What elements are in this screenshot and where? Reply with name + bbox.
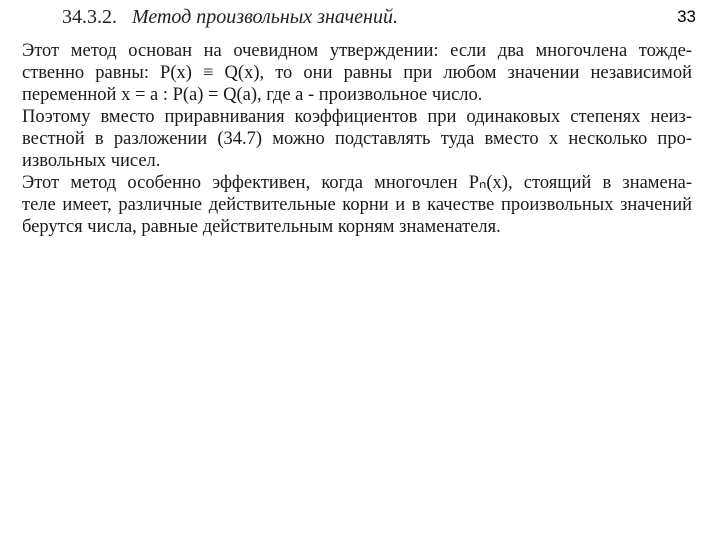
paragraph-1-line-2: ственно равны: P(x) ≡ Q(x), то они равны при любом значении независимой (22, 63, 692, 83)
section-title: Метод произвольных значений. (132, 6, 398, 28)
body-text (22, 40, 692, 238)
paragraph-3-line-2: теле имеет, различные действительные корни и в качестве произвольных значений (22, 195, 692, 215)
paragraph-2-line-2: вестной в разложении (34.7) можно подставлять туда вместо x несколько про- (22, 129, 692, 149)
paragraph-2-line-1: Поэтому вместо приравнивания коэффициентов при одинаковых степенях неиз- (22, 107, 692, 127)
paragraph-1-line-1: Этот метод основан на очевидном утверждении: если два многочлена тожде- (22, 41, 692, 61)
paragraph-3-line-3: берутся числа, равные действительным корням знаменателя. (22, 217, 501, 237)
page-number: 33 (677, 7, 696, 26)
section-number: 34.3.2. (62, 6, 117, 28)
paragraph-3-line-1: Этот метод особенно эффективен, когда многочлен Pₙ(x), стоящий в знамена- (22, 173, 692, 193)
section-heading (62, 4, 398, 30)
paragraph-1-line-3: переменной x = a : P(a) = Q(a), где a - произвольное число. (22, 85, 483, 105)
paragraph-2-line-3: извольных чисел. (22, 151, 161, 171)
